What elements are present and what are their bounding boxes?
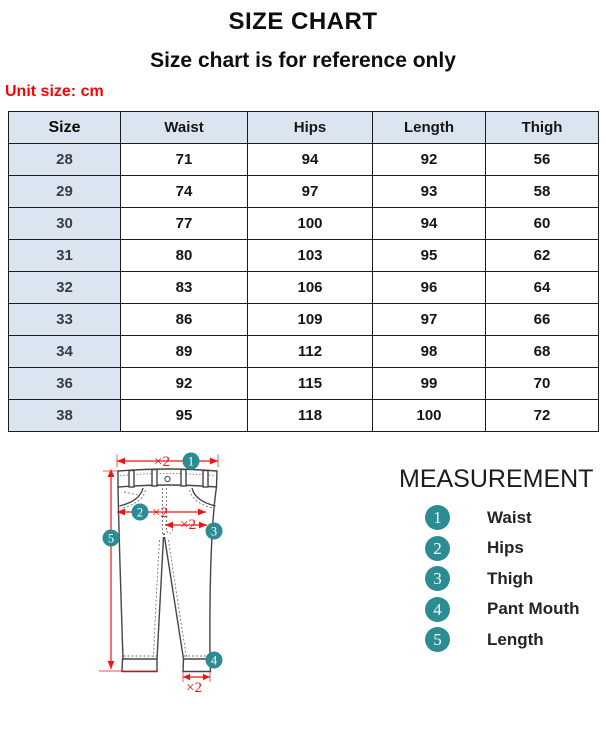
table-row (9, 368, 599, 400)
value-cell: 100 (248, 208, 373, 240)
size-cell: 34 (9, 336, 121, 368)
measurement-item (425, 536, 601, 561)
value-cell: 66 (486, 304, 599, 336)
diagram-badge-length (103, 530, 120, 547)
table-header-row (9, 112, 599, 144)
value-cell: 112 (248, 336, 373, 368)
value-cell: 58 (486, 176, 599, 208)
multiplier-label: ×2 (152, 505, 168, 521)
measurement-label: Hips (487, 538, 524, 557)
value-cell: 80 (121, 240, 248, 272)
size-cell: 32 (9, 272, 121, 304)
value-cell: 118 (248, 400, 373, 432)
value-cell: 89 (121, 336, 248, 368)
value-cell: 92 (373, 144, 486, 176)
col-header-waist: Waist (121, 112, 248, 144)
page-title: SIZE CHART (228, 8, 378, 35)
value-cell: 86 (121, 304, 248, 336)
diagram-badge-waist (183, 453, 200, 470)
value-cell: 100 (373, 400, 486, 432)
table-row (9, 400, 599, 432)
measurement-label: Waist (487, 507, 532, 527)
value-cell: 96 (373, 272, 486, 304)
svg-text:1: 1 (187, 454, 195, 469)
table-row (9, 336, 599, 368)
measurement-number-badge: 3 (425, 566, 450, 591)
value-cell: 56 (486, 144, 599, 176)
pants-diagram-icon (0, 432, 390, 731)
measurement-item (425, 505, 601, 530)
value-cell: 71 (121, 144, 248, 176)
table-row (9, 176, 599, 208)
measurement-label: Pant Mouth (487, 599, 580, 618)
size-cell: 36 (9, 368, 121, 400)
size-cell: 29 (9, 176, 121, 208)
table-row (9, 272, 599, 304)
size-cell: 28 (9, 144, 121, 176)
col-header-thigh: Thigh (486, 112, 599, 144)
measurement-number-badge: 2 (425, 536, 450, 561)
value-cell: 103 (248, 240, 373, 272)
svg-text:2: 2 (136, 505, 144, 520)
value-cell: 95 (121, 400, 248, 432)
measurement-number-badge: 4 (425, 597, 450, 622)
measurement-item (425, 597, 601, 622)
table-row (9, 208, 599, 240)
multiplier-label: ×2 (186, 680, 202, 696)
value-cell: 94 (248, 144, 373, 176)
size-chart-page (0, 8, 606, 731)
value-cell: 72 (486, 400, 599, 432)
value-cell: 60 (486, 208, 599, 240)
measurement-list (425, 505, 601, 652)
value-cell: 68 (486, 336, 599, 368)
measurement-legend (396, 466, 601, 658)
value-cell: 115 (248, 368, 373, 400)
table-row (9, 144, 599, 176)
measurement-label: Thigh (487, 568, 534, 588)
pants-outline (118, 469, 217, 672)
measurement-item (425, 566, 601, 591)
col-header-length: Length (373, 112, 486, 144)
multiplier-label: ×2 (154, 454, 170, 470)
size-table-body (9, 144, 599, 432)
size-cell: 31 (9, 240, 121, 272)
value-cell: 99 (373, 368, 486, 400)
diagram-badge-hips (132, 504, 149, 521)
value-cell: 93 (373, 176, 486, 208)
value-cell: 97 (248, 176, 373, 208)
table-row (9, 304, 599, 336)
table-row (9, 240, 599, 272)
multiplier-label: ×2 (180, 517, 196, 533)
size-cell: 30 (9, 208, 121, 240)
page-subtitle: Size chart is for reference only (150, 49, 456, 72)
measurement-number-badge: 1 (425, 505, 450, 530)
value-cell: 92 (121, 368, 248, 400)
value-cell: 77 (121, 208, 248, 240)
value-cell: 64 (486, 272, 599, 304)
value-cell: 109 (248, 304, 373, 336)
size-cell: 33 (9, 304, 121, 336)
value-cell: 74 (121, 176, 248, 208)
value-cell: 62 (486, 240, 599, 272)
diagram-badge-thigh (206, 523, 223, 540)
size-table (8, 111, 599, 432)
value-cell: 70 (486, 368, 599, 400)
svg-text:3: 3 (210, 524, 218, 539)
svg-text:4: 4 (210, 653, 218, 668)
col-header-hips: Hips (248, 112, 373, 144)
measurement-number-badge: 5 (425, 627, 450, 652)
measurement-label: Length (487, 629, 544, 649)
dimension-arrows (99, 455, 218, 683)
value-cell: 95 (373, 240, 486, 272)
value-cell: 94 (373, 208, 486, 240)
svg-text:5: 5 (107, 531, 115, 546)
unit-note: Unit size: cm (5, 83, 104, 100)
col-header-size: Size (9, 112, 121, 144)
measurement-item (425, 627, 601, 652)
measurement-section (0, 432, 606, 731)
measurement-title: MEASUREMENT (399, 465, 594, 493)
value-cell: 97 (373, 304, 486, 336)
diagram-badge-pant-mouth (206, 652, 223, 669)
value-cell: 106 (248, 272, 373, 304)
value-cell: 83 (121, 272, 248, 304)
size-cell: 38 (9, 400, 121, 432)
value-cell: 98 (373, 336, 486, 368)
